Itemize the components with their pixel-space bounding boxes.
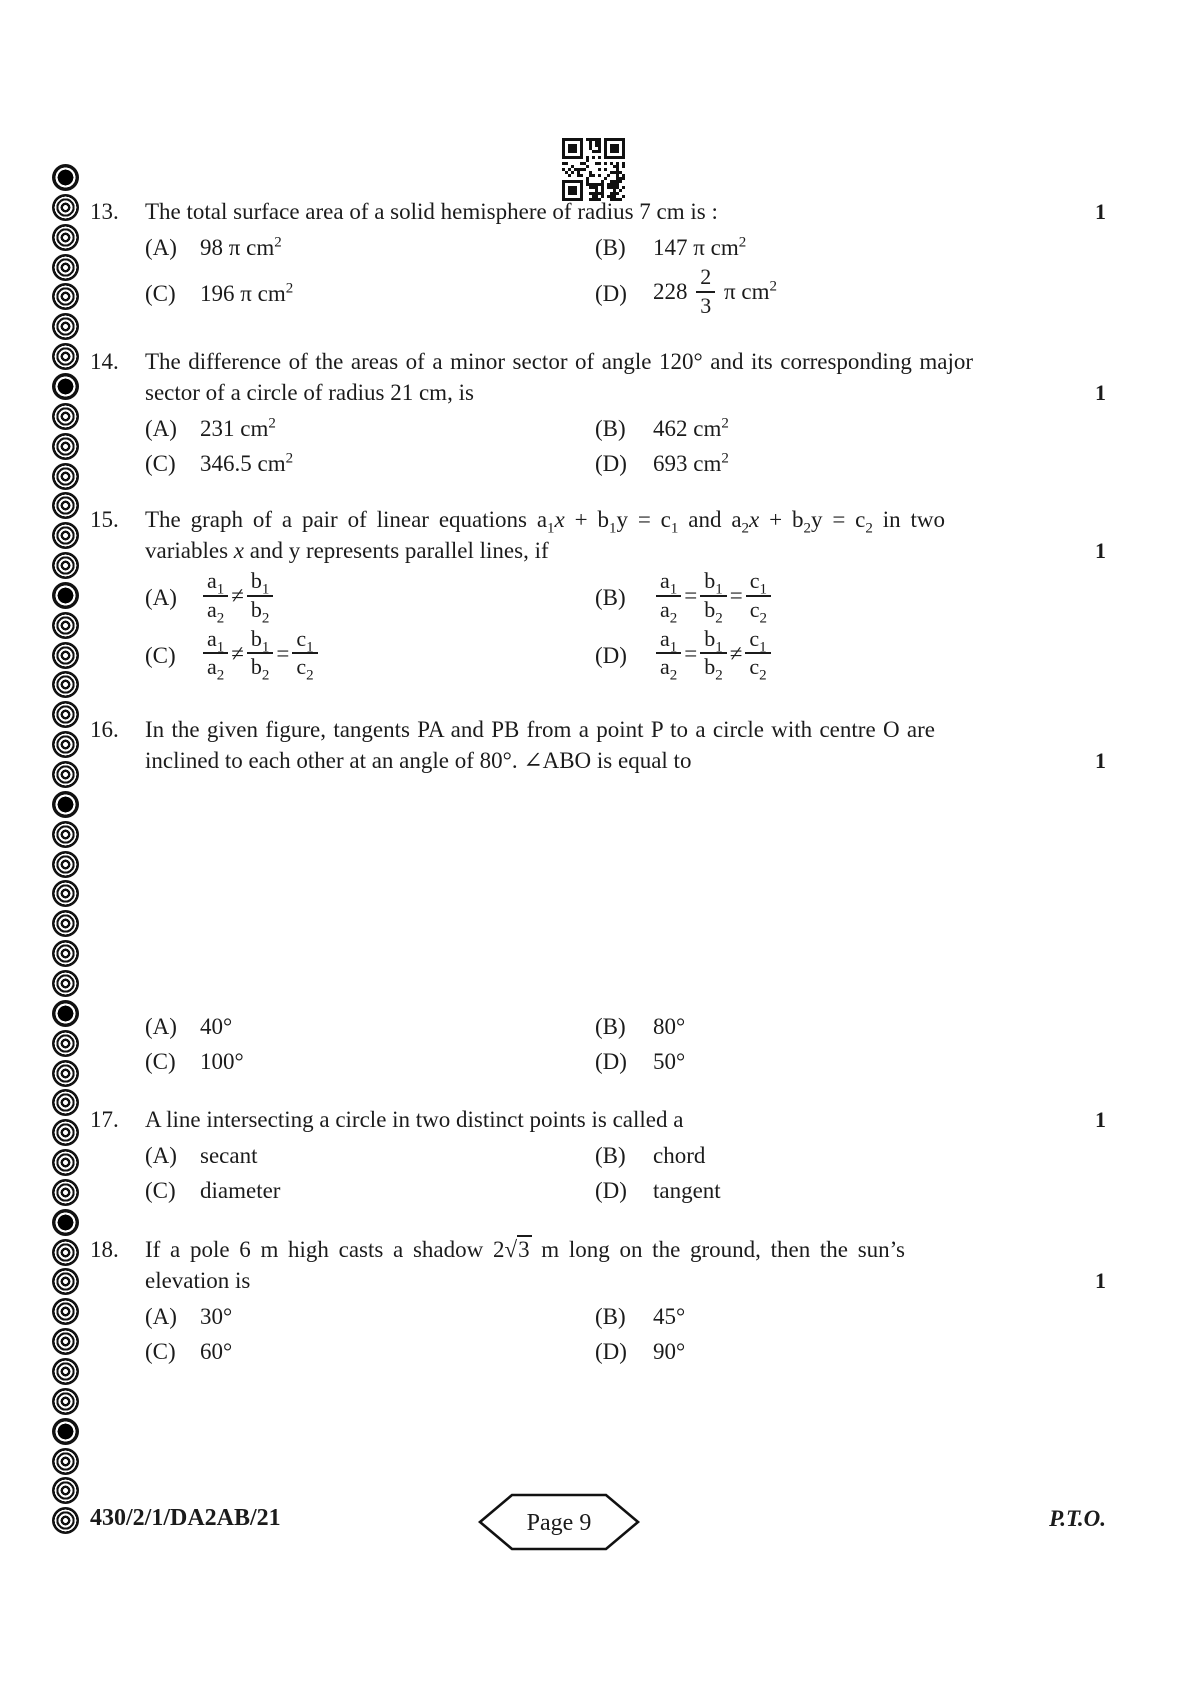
subscript: 1	[547, 520, 555, 537]
binding-circle-ring	[52, 642, 79, 669]
italic-var: x	[233, 538, 244, 564]
fraction	[203, 568, 228, 627]
option-label: (A)	[145, 1142, 177, 1168]
binding-circle-ring	[52, 612, 79, 639]
fraction-denominator: $c_2$	[749, 654, 767, 684]
subscript: 2	[741, 520, 750, 537]
superscript: 2	[268, 415, 276, 432]
option-row	[145, 1301, 1122, 1332]
fraction	[247, 568, 274, 627]
question-header	[90, 714, 1122, 776]
fraction-denominator: $b_2$	[250, 654, 270, 684]
subscript: 1	[759, 581, 767, 598]
fraction	[203, 625, 228, 684]
spiral-binding-decoration	[52, 0, 82, 1683]
binding-circle-ring	[52, 254, 79, 281]
binding-circle-ring	[52, 671, 79, 698]
subscript: 2	[715, 610, 723, 627]
italic-var: x	[554, 507, 565, 533]
option-label: (D)	[595, 281, 627, 307]
binding-circle-ring	[52, 1448, 79, 1475]
question-13	[90, 196, 1122, 320]
option-label: (D)	[595, 451, 627, 477]
option-label: (C)	[145, 451, 176, 477]
option-text: 45°	[653, 1303, 686, 1329]
binding-circle-ring	[52, 1358, 79, 1385]
option-row	[145, 413, 1122, 444]
binding-circle-ring	[52, 940, 79, 967]
question-marks: 1	[1095, 747, 1106, 773]
option-text: tangent	[653, 1177, 721, 1203]
options-grid	[145, 1011, 1122, 1077]
fraction	[656, 568, 681, 627]
fraction	[247, 625, 274, 684]
option-row	[145, 232, 1122, 263]
option-label: (D)	[595, 1338, 627, 1364]
question-stem: A line intersecting a circle in two distinct points is called a	[145, 1106, 684, 1132]
subscript: 1	[669, 638, 678, 655]
subscript: 2	[715, 667, 723, 684]
fraction	[700, 625, 727, 684]
option-label: (B)	[595, 416, 626, 442]
fraction-denominator: $b_2$	[704, 654, 723, 684]
fraction-numerator: $b_1$	[700, 627, 727, 655]
option-text: $\frac{a_1}{a_2}$ ≠ $\frac{b_1}{b_2}$ = $\frac{c_1}{c_2}$	[200, 629, 595, 682]
binding-circle-ring	[52, 552, 79, 579]
option-text: 80°	[653, 1013, 686, 1039]
binding-circle-ring	[52, 1328, 79, 1355]
subscript: 1	[670, 520, 679, 537]
question-17	[90, 1104, 1122, 1206]
question-number: 13.	[90, 199, 119, 224]
question-marks: 1	[1095, 538, 1106, 564]
option-text: 228 $\frac{2}{3}$ π $cm^2$	[653, 264, 777, 318]
binding-circle-ring	[52, 433, 79, 460]
binding-circle-ring	[52, 224, 79, 251]
option-text: $\frac{a_1}{a_2}$ = $\frac{b_1}{b_2}$ ≠ $\frac{c_1}{c_2}$	[653, 629, 1122, 682]
option-text: 462 $cm^2$	[653, 415, 729, 442]
fraction	[696, 265, 715, 318]
option-row	[145, 1175, 1122, 1206]
option-label: (B)	[595, 235, 626, 260]
binding-circle-ring	[52, 283, 79, 310]
binding-circle-ring	[52, 1119, 79, 1146]
subscript: 2	[306, 667, 314, 684]
binding-circle-ring	[52, 851, 79, 878]
binding-circle-ring	[52, 1298, 79, 1325]
binding-circle-ring	[52, 463, 79, 490]
question-stem: The graph of a pair of linear equations $a_1x + b_1y = c_1$ and $a_2x + b_2y = c_2$ in two variables x and y represents parallel lines, if	[145, 507, 946, 564]
paper-code: 430/2/1/DA2AB/21	[90, 1505, 281, 1531]
superscript: 2	[274, 234, 282, 251]
question-stem: In the given figure, tangents PA and PB from a point P to a circle with centre O are inclined to each other at an angle of 80°. ∠ABO is equal to	[145, 716, 935, 773]
question-marks: 1	[1095, 1267, 1106, 1293]
option-label: (B)	[595, 1142, 626, 1168]
options-grid	[145, 568, 1122, 684]
option-text: 100°	[200, 1048, 244, 1074]
option-label: (A)	[145, 1303, 177, 1329]
option-row	[145, 1336, 1122, 1367]
options-grid	[145, 413, 1122, 479]
subscript: 1	[306, 638, 314, 655]
subscript: 1	[261, 581, 270, 598]
binding-circle-ring	[52, 1089, 79, 1116]
option-row	[145, 568, 1122, 627]
binding-circle-solid	[52, 373, 79, 400]
question-header	[90, 196, 1122, 227]
question-16	[90, 714, 1122, 1077]
fraction-numerator: $a_1$	[656, 627, 681, 655]
binding-circle-ring	[52, 1388, 79, 1415]
subscript: 2	[261, 667, 270, 684]
fraction	[746, 568, 771, 627]
option-label: (A)	[145, 1013, 177, 1039]
question-15	[90, 504, 1122, 682]
binding-circle-ring	[52, 731, 79, 758]
fraction-denominator: $a_2$	[660, 654, 678, 684]
option-text: 346.5 $cm^2$	[200, 450, 294, 477]
question-number: 16.	[90, 716, 119, 742]
binding-circle-ring	[52, 522, 79, 549]
binding-circle-solid	[52, 1209, 79, 1236]
option-text: 231 $cm^2$	[200, 415, 276, 442]
subscript: 2	[261, 610, 270, 627]
fraction	[700, 568, 727, 627]
binding-circle-ring	[52, 403, 79, 430]
subscript: 2	[865, 520, 873, 537]
binding-circle-ring	[52, 313, 79, 340]
binding-circle-ring	[52, 1239, 79, 1266]
superscript: 2	[721, 450, 729, 467]
page-number: Page 9	[526, 1510, 592, 1536]
superscript: 2	[285, 450, 294, 467]
option-label: (A)	[145, 416, 177, 442]
option-text: diameter	[200, 1177, 281, 1203]
option-row	[145, 1011, 1122, 1042]
italic-var: x	[749, 507, 760, 533]
option-row	[145, 1046, 1122, 1077]
fraction-numerator: $c_1$	[292, 627, 317, 655]
fraction-denominator: $b_2$	[704, 596, 723, 627]
binding-circle-ring	[52, 1149, 79, 1176]
option-text: 196 π $cm^2$	[200, 280, 294, 307]
binding-circle-solid	[52, 582, 79, 609]
binding-circle-solid	[52, 164, 79, 191]
question-marks: 1	[1095, 199, 1106, 224]
subscript: 1	[216, 581, 225, 598]
superscript: 2	[738, 234, 747, 251]
option-label: (C)	[145, 281, 176, 307]
tangent-circle-figure	[90, 776, 1122, 1006]
options-grid	[145, 1301, 1122, 1367]
option-label: (A)	[145, 585, 177, 611]
option-text: 693 $cm^2$	[653, 450, 729, 477]
option-label: (C)	[145, 642, 176, 668]
superscript: 2	[769, 278, 777, 295]
option-label: (D)	[595, 1048, 627, 1074]
fraction-denominator: $a_2$	[207, 596, 225, 627]
subscript: 1	[261, 638, 270, 655]
binding-circle-solid	[52, 1000, 79, 1027]
fraction-numerator: 2	[696, 265, 715, 293]
option-label: (D)	[595, 642, 627, 668]
option-label: (C)	[145, 1338, 176, 1364]
option-text: 90°	[653, 1338, 686, 1364]
fraction-denominator: $a_2$	[207, 654, 225, 684]
option-label: (B)	[595, 1013, 626, 1039]
option-label: (D)	[595, 1177, 627, 1203]
option-text: 40°	[200, 1013, 233, 1039]
subscript: 2	[669, 667, 678, 684]
binding-circle-ring	[52, 1179, 79, 1206]
superscript: 2	[721, 415, 729, 432]
fraction-numerator: $b_1$	[700, 569, 727, 597]
subscript: 1	[216, 638, 225, 655]
options-grid	[145, 1140, 1122, 1206]
subscript: 1	[608, 520, 617, 537]
square-root: √3	[504, 1236, 530, 1262]
fraction	[745, 625, 770, 684]
page-number-hexagon	[474, 1490, 644, 1554]
subscript: 1	[715, 638, 723, 655]
option-text: 98 π $cm^2$	[200, 234, 282, 260]
fraction-denominator: 3	[700, 292, 712, 318]
binding-circle-ring	[52, 1507, 79, 1534]
question-number: 15.	[90, 507, 119, 533]
option-text: $\frac{a_1}{a_2}$ = $\frac{b_1}{b_2}$ = $\frac{c_1}{c_2}$	[653, 571, 1122, 624]
option-row	[145, 448, 1122, 479]
option-label: (C)	[145, 1048, 176, 1074]
question-marks: 1	[1095, 380, 1106, 406]
binding-circle-ring	[52, 1060, 79, 1087]
subscript: 1	[669, 581, 678, 598]
question-marks: 1	[1095, 1106, 1106, 1132]
binding-circle-ring	[52, 761, 79, 788]
question-14	[90, 346, 1122, 479]
binding-circle-ring	[52, 701, 79, 728]
option-text: 60°	[200, 1338, 233, 1364]
fraction-numerator: $c_1$	[745, 627, 770, 655]
question-18	[90, 1234, 1122, 1367]
option-text: 50°	[653, 1048, 686, 1074]
subscript: 2	[759, 610, 767, 627]
fraction	[292, 625, 317, 684]
fraction-numerator: $c_1$	[746, 569, 771, 597]
question-number: 18.	[90, 1236, 119, 1262]
question-header	[90, 504, 1122, 566]
question-header	[90, 1234, 1122, 1296]
question-header	[90, 1104, 1122, 1135]
binding-circle-ring	[52, 1477, 79, 1504]
question-stem: The difference of the areas of a minor sector of angle 120° and its corresponding major sector of a circle of radius 21 cm, is	[145, 349, 973, 406]
option-label: (B)	[595, 585, 626, 611]
subscript: 1	[759, 638, 767, 655]
option-row	[145, 264, 1122, 320]
option-label: (A)	[145, 235, 177, 260]
option-text: $\frac{a_1}{a_2}$ ≠ $\frac{b_1}{b_2}$	[200, 571, 595, 624]
fraction-numerator: $b_1$	[247, 627, 274, 655]
binding-circle-ring	[52, 910, 79, 937]
subscript: 2	[759, 667, 767, 684]
fraction-denominator: $b_2$	[250, 596, 270, 627]
binding-circle-ring	[52, 194, 79, 221]
question-stem: If a pole 6 m high casts a shadow 2√3 m long on the ground, then the sun’s elevation is	[145, 1236, 906, 1293]
fraction-numerator: $b_1$	[247, 569, 274, 597]
binding-circle-ring	[52, 1030, 79, 1057]
pto-label: P.T.O.	[1049, 1506, 1106, 1531]
option-text: 147 π $cm^2$	[653, 234, 747, 260]
fraction-denominator: $c_2$	[749, 596, 767, 627]
subscript: 1	[715, 581, 723, 598]
subscript: 2	[216, 610, 225, 627]
option-label: (C)	[145, 1177, 176, 1203]
fraction-numerator: $a_1$	[656, 569, 681, 597]
binding-circle-solid	[52, 791, 79, 818]
binding-circle-ring	[52, 492, 79, 519]
binding-circle-ring	[52, 821, 79, 848]
question-paper-body	[90, 0, 1122, 1371]
fraction-numerator: $a_1$	[203, 569, 228, 597]
question-number: 14.	[90, 349, 119, 375]
subscript: 2	[669, 610, 678, 627]
fraction-numerator: $a_1$	[203, 627, 228, 655]
option-text: chord	[653, 1142, 706, 1168]
binding-circle-solid	[52, 1418, 79, 1445]
binding-circle-ring	[52, 970, 79, 997]
question-number: 17.	[90, 1106, 119, 1132]
binding-circle-ring	[52, 880, 79, 907]
option-text: 30°	[200, 1303, 233, 1329]
option-row	[145, 1140, 1122, 1171]
binding-circle-ring	[52, 343, 79, 370]
subscript: 2	[803, 520, 811, 537]
fraction-denominator: $c_2$	[296, 654, 314, 684]
fraction	[656, 625, 681, 684]
option-label: (B)	[595, 1303, 626, 1329]
option-row	[145, 625, 1122, 684]
binding-circle-ring	[52, 1268, 79, 1295]
option-text: secant	[200, 1142, 258, 1168]
subscript: 2	[216, 667, 225, 684]
question-header	[90, 346, 1122, 408]
options-grid	[145, 232, 1122, 320]
superscript: 2	[285, 280, 294, 297]
radicand: 3	[518, 1236, 530, 1262]
question-stem: The total surface area of a solid hemisphere of radius 7 cm is :	[145, 199, 718, 224]
fraction-denominator: $a_2$	[660, 596, 678, 627]
